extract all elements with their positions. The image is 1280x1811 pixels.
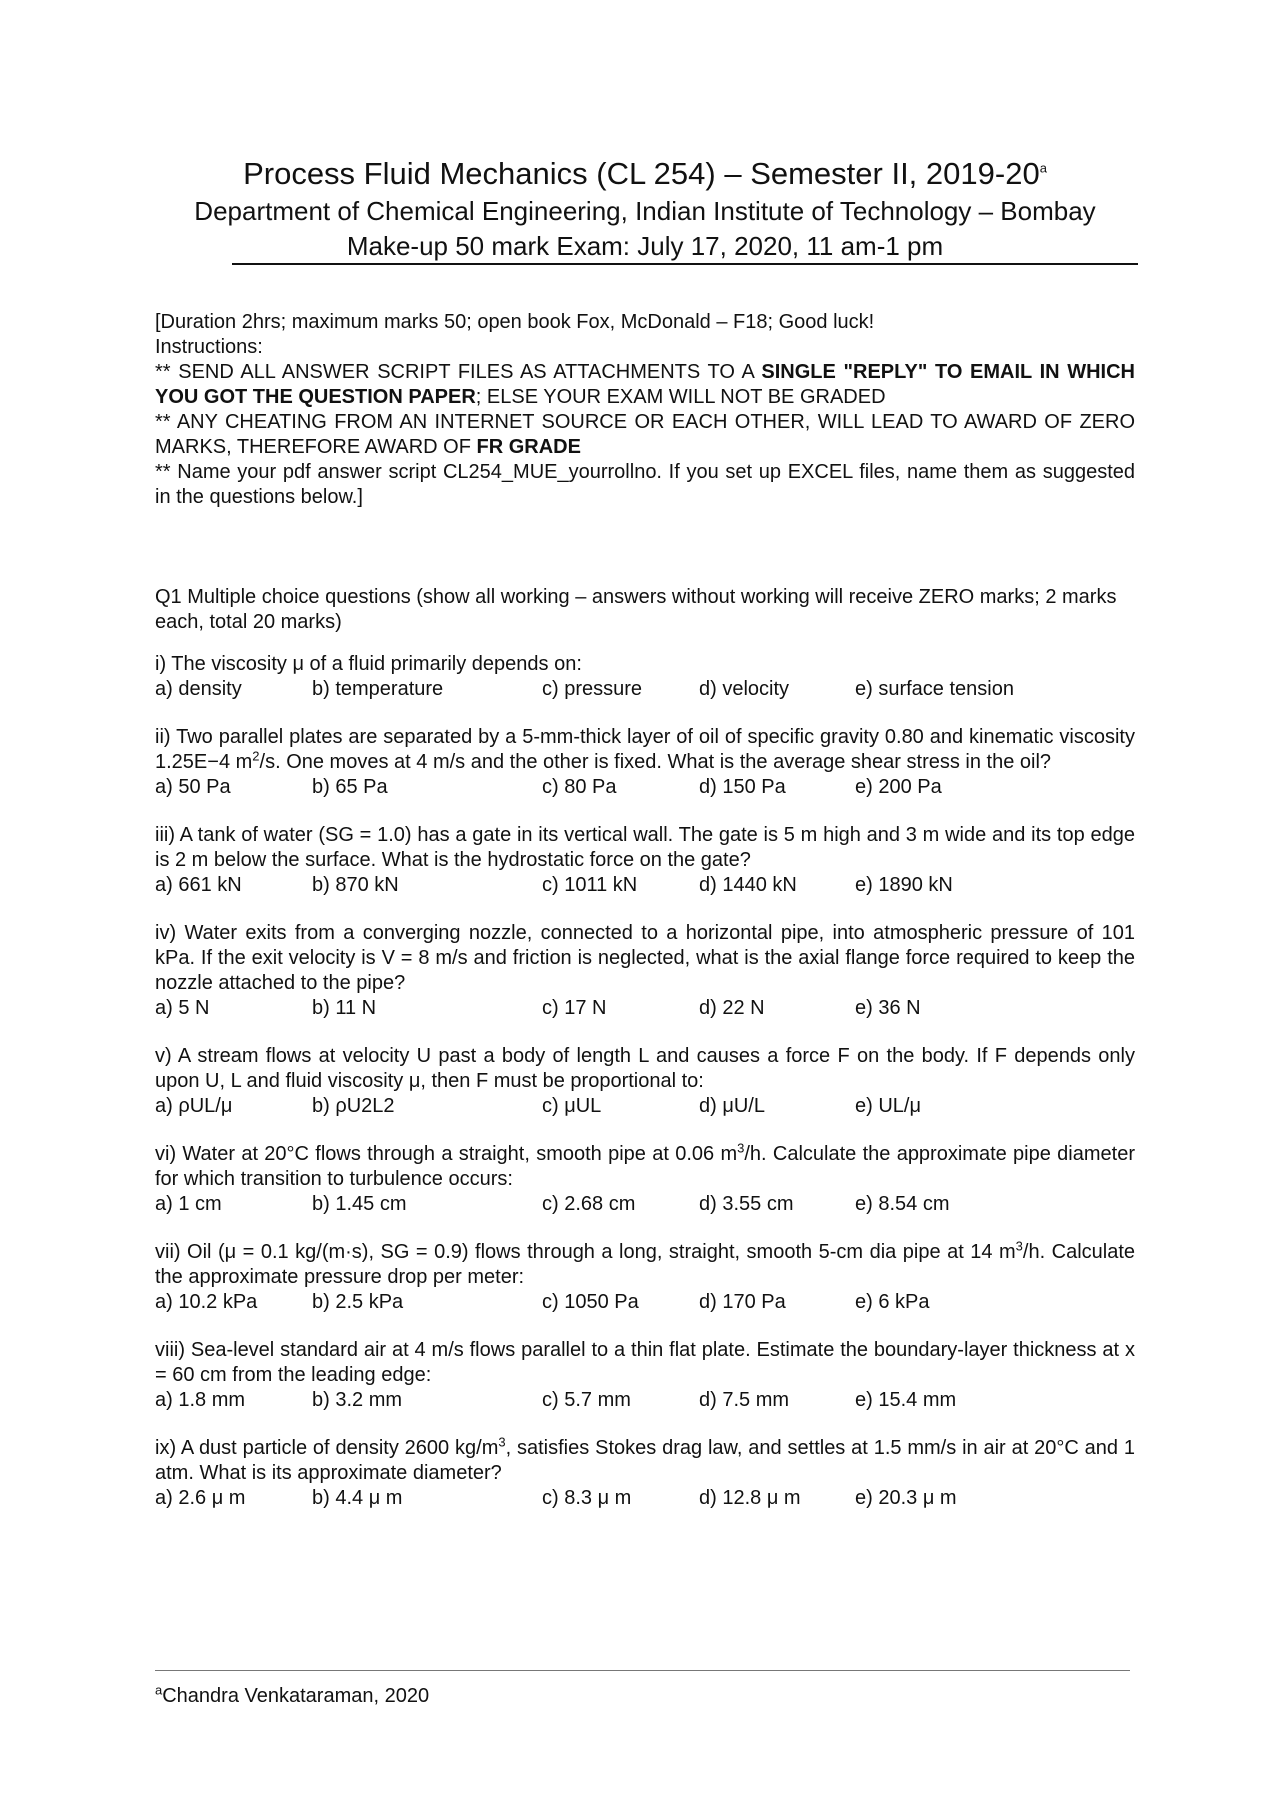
send-instruction [155,360,1135,410]
option-d: d) 1440 kN [699,874,797,896]
answer-options [155,1094,1135,1119]
answer-options [155,996,1135,1021]
question-stem [155,1142,1135,1192]
answer-options [155,873,1135,898]
option-a: a) 5 N [155,997,210,1019]
stem-part: /h. Calculate the approximate pipe diameter for which transition to turbulence occurs: [155,1143,1135,1190]
option-d: d) 22 N [699,997,765,1019]
stem-part: ii) Two parallel plates are separated by a 5-mm-thick layer of oil of specific gravity 0.80 and kinematic viscosity 1.25E−4 m [155,726,1135,773]
option-b: b) 1.45 cm [312,1193,407,1215]
question-item [155,1338,1135,1413]
option-b: b) 3.2 mm [312,1389,403,1411]
question-item [155,823,1135,898]
answer-options [155,1192,1135,1217]
option-c: c) μUL [542,1095,602,1117]
option-b: b) 65 Pa [312,776,388,798]
send-bold: SINGLE "REPLY" TO EMAIL IN WHICH YOU GOT THE QUESTION PAPER [155,361,1135,408]
option-e: e) 8.54 cm [855,1193,950,1215]
option-e: e) 36 N [855,997,921,1019]
header-divider [232,263,1138,265]
option-e: e) 200 Pa [855,776,942,798]
option-d: d) 150 Pa [699,776,786,798]
stem-part: , satisfies Stokes drag law, and settles at 1.5 mm/s in air at 20°C and 1 atm. What is its approximate diameter? [155,1437,1135,1484]
send-prefix: ** SEND ALL ANSWER SCRIPT FILES AS ATTACHMENTS TO A [155,361,762,383]
option-a: a) 2.6 μ m [155,1487,246,1509]
answer-options [155,1290,1135,1315]
question-item [155,652,1135,702]
exam-header [150,155,1140,263]
option-d: d) 170 Pa [699,1291,786,1313]
option-b: b) 2.5 kPa [312,1291,404,1313]
footnote-divider [155,1670,1130,1671]
option-d: d) 3.55 cm [699,1193,794,1215]
instructions-label: Instructions: [155,336,263,358]
option-b: b) temperature [312,678,444,700]
option-a: a) 661 kN [155,874,242,896]
footnote [155,1684,429,1709]
answer-options [155,677,1135,702]
question-item [155,1436,1135,1511]
question-stem [155,725,1135,775]
instructions-block [155,310,1135,510]
stem-superscript: 2 [252,748,260,764]
question-stem: iii) A tank of water (SG = 1.0) has a gate in its vertical wall. The gate is 5 m high and 3 m wide and its top edge is 2 m below the surface. What is the hydrostatic force on the gate? [155,824,1135,871]
option-c: c) 80 Pa [542,776,617,798]
option-a: a) 50 Pa [155,776,231,798]
option-b: b) 870 kN [312,874,399,896]
duration-line: [Duration 2hrs; maximum marks 50; open book Fox, McDonald – F18; Good luck! [155,311,875,333]
option-c: c) 8.3 μ m [542,1487,632,1509]
question-item [155,1142,1135,1217]
title-footnote-marker: a [1039,160,1047,176]
option-c: c) pressure [542,678,643,700]
option-a: a) ρUL/μ [155,1095,233,1117]
stem-part: vi) Water at 20°C flows through a straight, smooth pipe at 0.06 m [155,1143,738,1165]
question-stem [155,1240,1135,1290]
question-item [155,1044,1135,1119]
option-e: e) surface tension [855,678,1014,700]
footnote-text: Chandra Venkataraman, 2020 [162,1685,430,1707]
option-d: d) μU/L [699,1095,765,1117]
cheat-bold: FR GRADE [476,436,581,458]
option-b: b) 4.4 μ m [312,1487,403,1509]
exam-line: Make-up 50 mark Exam: July 17, 2020, 11 am-1 pm [346,231,944,261]
cheating-instruction [155,410,1135,460]
option-a: a) density [155,678,242,700]
option-b: b) ρU2L2 [312,1095,395,1117]
option-b: b) 11 N [312,997,377,1019]
option-a: a) 10.2 kPa [155,1291,258,1313]
option-e: e) UL/μ [855,1095,921,1117]
option-a: a) 1 cm [155,1193,222,1215]
question-item [155,921,1135,1021]
stem-superscript: 3 [498,1434,506,1450]
question-stem: v) A stream flows at velocity U past a body of length L and causes a force F on the body. If F depends only upon U, L and fluid viscosity μ, then F must be proportional to: [155,1045,1135,1092]
question-item [155,1240,1135,1315]
question-1 [155,585,1135,1534]
option-d: d) 7.5 mm [699,1389,790,1411]
option-c: c) 1050 Pa [542,1291,639,1313]
stem-part: vii) Oil (μ = 0.1 kg/(m·s), SG = 0.9) flows through a long, straight, smooth 5-cm dia pipe at 14 m [155,1241,1016,1263]
question-stem: viii) Sea-level standard air at 4 m/s flows parallel to a thin flat plate. Estimate the boundary-layer thickness at x = 60 cm from the leading edge: [155,1339,1135,1386]
option-a: a) 1.8 mm [155,1389,246,1411]
option-c: c) 2.68 cm [542,1193,636,1215]
question-stem: i) The viscosity μ of a fluid primarily depends on: [155,653,582,675]
answer-options [155,775,1135,800]
stem-part: /s. One moves at 4 m/s and the other is fixed. What is the average shear stress in the oil? [259,751,1052,773]
option-e: e) 1890 kN [855,874,953,896]
naming-instruction: ** Name your pdf answer script CL254_MUE_yourrollno. If you set up EXCEL files, name them as suggested in the questions below.] [155,461,1135,508]
option-c: c) 1011 kN [542,874,638,896]
option-e: e) 15.4 mm [855,1389,957,1411]
question-item [155,725,1135,800]
stem-part: /h. Calculate the approximate pressure drop per meter: [155,1241,1136,1288]
question-stem [155,1436,1135,1486]
option-d: d) 12.8 μ m [699,1487,801,1509]
department-line: Department of Chemical Engineering, Indian Institute of Technology – Bombay [194,196,1096,226]
option-e: e) 6 kPa [855,1291,930,1313]
course-title-text: Process Fluid Mechanics (CL 254) – Semester II, 2019-20 [243,156,1040,191]
footnote-marker: a [155,1682,163,1698]
stem-superscript: 3 [1015,1238,1023,1254]
answer-options [155,1486,1135,1511]
q1-intro: Q1 Multiple choice questions (show all working – answers without working will receive ZERO marks; 2 marks each, total 20 marks) [155,586,1117,633]
answer-options [155,1388,1135,1413]
stem-superscript: 3 [737,1140,745,1156]
option-c: c) 17 N [542,997,607,1019]
question-stem: iv) Water exits from a converging nozzle, connected to a horizontal pipe, into atmospheric pressure of 101 kPa. If the exit velocity is V = 8 m/s and friction is neglected, what is the axial flange force required to keep the nozzle attached to the pipe? [155,922,1135,994]
option-c: c) 5.7 mm [542,1389,631,1411]
course-title [150,155,1140,193]
option-e: e) 20.3 μ m [855,1487,957,1509]
send-suffix: ; ELSE YOUR EXAM WILL NOT BE GRADED [475,386,886,408]
option-d: d) velocity [699,678,790,700]
cheat-prefix: ** ANY CHEATING FROM AN INTERNET SOURCE OR EACH OTHER, WILL LEAD TO AWARD OF ZERO MARKS, THEREFORE AWARD OF [155,411,1135,458]
stem-part: ix) A dust particle of density 2600 kg/m [155,1437,499,1459]
